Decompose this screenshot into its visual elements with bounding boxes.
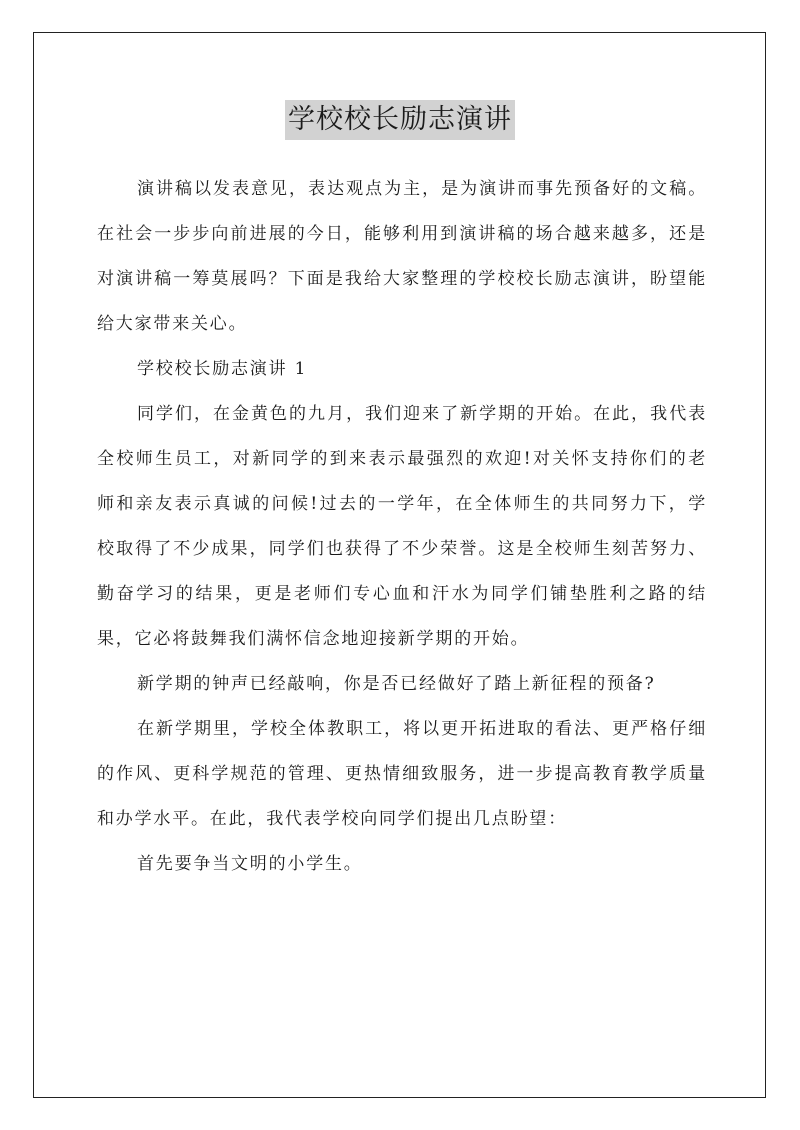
paragraph-first-point: 首先要争当文明的小学生。 xyxy=(137,854,363,874)
title-container xyxy=(0,100,800,140)
paragraph-welcome: 同学们，在金黄色的九月，我们迎来了新学期的开始。在此，我代表全校师生员工，对新同学的到来表示最强烈的欢迎!对关怀支持你们的老师和亲友表示真诚的问候!过去的一学年，在全体师生的共同努力下，学校取得了不少成果，同学们也获得了不少荣誉。这是全校师生刻苦努力、勤奋学习的结果，更是老师们专心血和汗水为同学们铺垫胜利之路的结果，它必将鼓舞我们满怀信念地迎接新学期的开始。 xyxy=(97,404,707,649)
document-title: 学校校长励志演讲 xyxy=(285,100,515,140)
paragraph-question: 新学期的钟声已经敲响，你是否已经做好了踏上新征程的预备? xyxy=(137,674,656,694)
document-body xyxy=(97,167,707,887)
paragraph-intro: 演讲稿以发表意见，表达观点为主，是为演讲而事先预备好的文稿。在社会一步步向前进展的今日，能够利用到演讲稿的场合越来越多，还是对演讲稿一筹莫展吗？下面是我给大家整理的学校校长励志演讲，盼望能给大家带来关心。 xyxy=(97,179,707,334)
section-heading: 学校校长励志演讲 1 xyxy=(137,359,308,379)
paragraph-expectations: 在新学期里，学校全体教职工，将以更开拓进取的看法、更严格仔细的作风、更科学规范的管理、更热情细致服务，进一步提高教育教学质量和办学水平。在此，我代表学校向同学们提出几点盼望： xyxy=(97,719,707,829)
